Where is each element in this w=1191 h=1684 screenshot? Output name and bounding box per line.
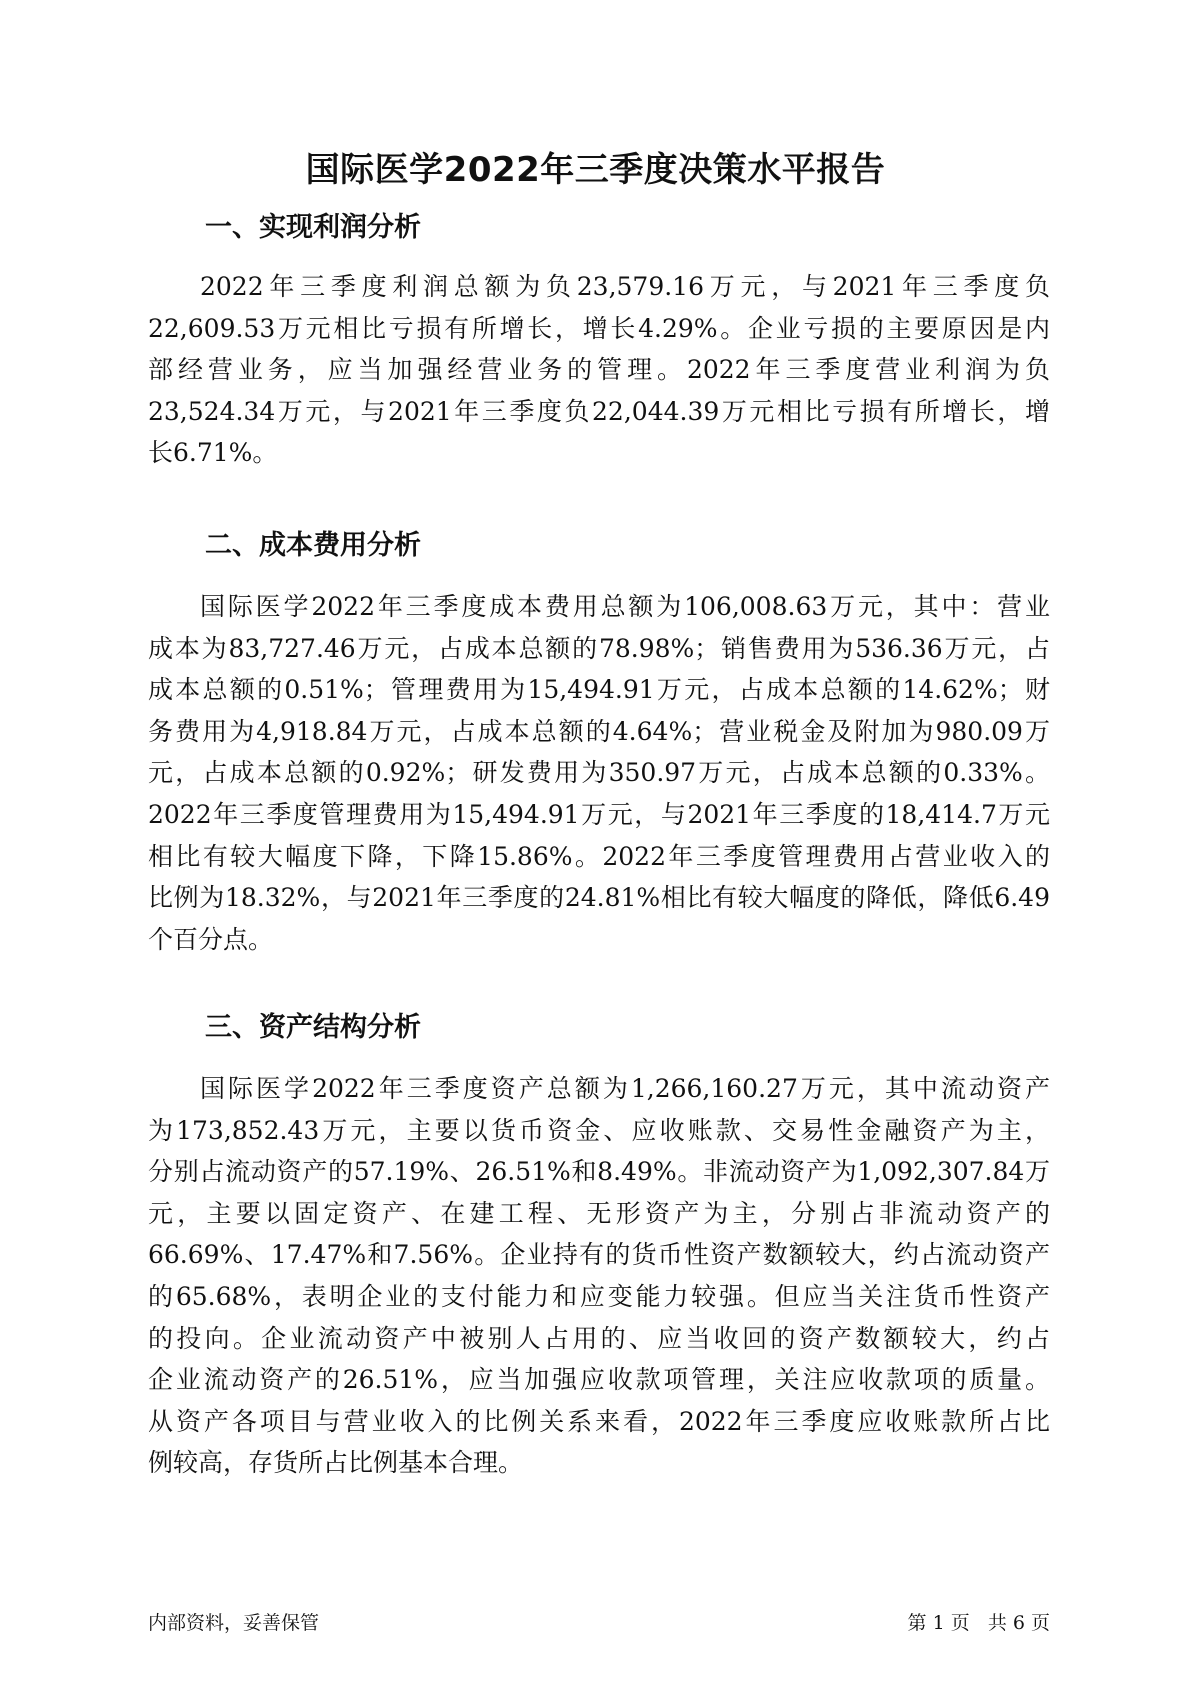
section-paragraph-profit	[148, 266, 1050, 474]
paragraph-line: 比例为18.32%，与2021年三季度的24.81%相比有较大幅度的降低，降低6.49	[148, 883, 1050, 913]
paragraph-line: 国际医学2022年三季度资产总额为1,266,160.27万元，其中流动资产	[200, 1074, 1050, 1103]
paragraph-line: 的投向。企业流动资产中被别人占用的、应当收回的资产数额较大，约占	[148, 1323, 1050, 1353]
paragraph-line: 相比有较大幅度下降，下降15.86%。2022年三季度管理费用占营业收入的	[148, 841, 1050, 871]
paragraph-line: 部经营业务，应当加强经营业务的管理。2022年三季度营业利润为负	[148, 355, 1050, 385]
paragraph-line: 2022年三季度管理费用为15,494.91万元，与2021年三季度的18,414.7万元	[148, 799, 1050, 829]
section-paragraph-assets	[148, 1068, 1050, 1484]
paragraph-line: 为173,852.43万元，主要以货币资金、应收账款、交易性金融资产为主，	[148, 1115, 1050, 1145]
paragraph-line: 企业流动资产的26.51%，应当加强应收款项管理，关注应收款项的质量。	[148, 1365, 1050, 1395]
footer-page-number: 第 1 页 共 6 页	[907, 1612, 1050, 1634]
paragraph-line: 2022年三季度利润总额为负23,579.16万元，与2021年三季度负	[200, 272, 1050, 301]
report-title: 国际医学2022年三季度决策水平报告	[305, 150, 886, 190]
paragraph-line: 例较高，存货所占比例基本合理。	[148, 1448, 524, 1478]
paragraph-line: 66.69%、17.47%和7.56%。企业持有的货币性资产数额较大，约占流动资产	[148, 1240, 1050, 1270]
section-heading-cost: 二、成本费用分析	[205, 530, 421, 561]
paragraph-line: 23,524.34万元，与2021年三季度负22,044.39万元相比亏损有所增长，增	[148, 396, 1050, 426]
section-heading-assets: 三、资产结构分析	[205, 1012, 421, 1043]
paragraph-line: 的65.68%，表明企业的支付能力和应变能力较强。但应当关注货币性资产	[148, 1281, 1050, 1311]
paragraph-line: 成本为83,727.46万元，占成本总额的78.98%；销售费用为536.36万元，占	[148, 633, 1050, 663]
paragraph-line: 务费用为4,918.84万元，占成本总额的4.64%；营业税金及附加为980.09万	[148, 716, 1050, 746]
paragraph-line: 成本总额的0.51%；管理费用为15,494.91万元，占成本总额的14.62%；财	[148, 675, 1050, 705]
footer-confidential-note: 内部资料，妥善保管	[148, 1612, 320, 1634]
paragraph-line: 从资产各项目与营业收入的比例关系来看，2022年三季度应收账款所占比	[148, 1406, 1050, 1436]
section-heading-profit: 一、实现利润分析	[205, 212, 421, 243]
paragraph-line: 国际医学2022年三季度成本费用总额为106,008.63万元，其中：营业	[200, 592, 1050, 621]
paragraph-line: 分别占流动资产的57.19%、26.51%和8.49%。非流动资产为1,092,307.84万	[148, 1157, 1050, 1187]
paragraph-line: 个百分点。	[148, 924, 274, 954]
paragraph-line: 元，主要以固定资产、在建工程、无形资产为主，分别占非流动资产的	[148, 1198, 1050, 1228]
paragraph-line: 元，占成本总额的0.92%；研发费用为350.97万元，占成本总额的0.33%。	[148, 758, 1050, 788]
paragraph-line: 长6.71%。	[148, 438, 278, 468]
paragraph-line: 22,609.53万元相比亏损有所增长，增长4.29%。企业亏损的主要原因是内	[148, 313, 1050, 343]
section-paragraph-cost	[148, 586, 1050, 960]
